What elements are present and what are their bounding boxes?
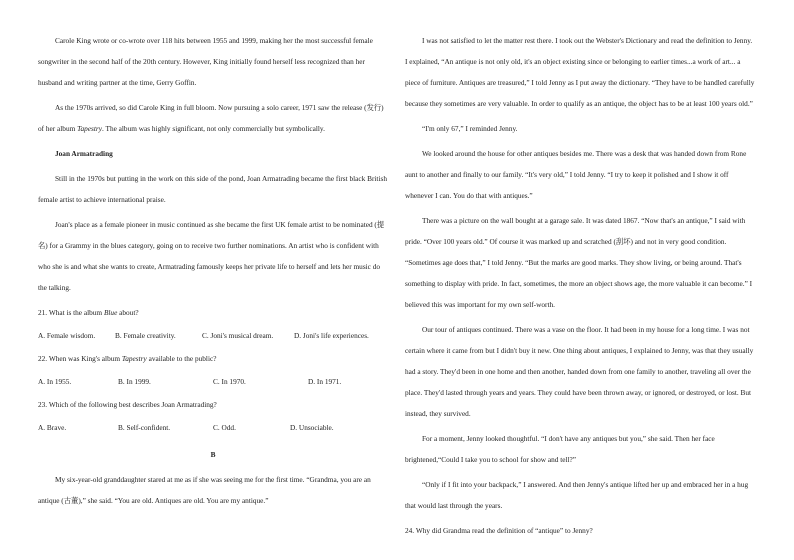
question: 23. Which of the following best describes Joan Armatrading? — [38, 400, 217, 409]
option-d[interactable]: D. Unsociable. — [290, 423, 334, 432]
option-a[interactable]: A. Female wisdom. — [38, 331, 96, 340]
option-a[interactable]: A. Brave. — [38, 423, 67, 432]
option-b[interactable]: B. Self-confident. — [118, 423, 171, 432]
paragraph: Joan's place as a female pioneer in music continued as she became the first UK female artist to be nominated (提名) for a Grammy in the blues category, going on to receive two further nominations. An artist who is confident with who she is and what she wants to create, Armatrading famously keeps her private life to herself and lets her music do the talking. — [38, 220, 385, 292]
question: 24. Why did Grandma read the definition of “antique” to Jenny? — [405, 526, 593, 535]
paragraph: We looked around the house for other antiques besides me. There was a desk that was handed down from Rone aunt to another and finally to our family. “It's very old,” I told Jenny. “I try to keep it polished and I show it off whenever I can. You do that with antiques.” — [405, 149, 747, 200]
answer-options — [38, 417, 388, 438]
paragraph: “Only if I fit into your backpack,” I answered. And then Jenny's antique lifted her up and embraced her in a hug that would last through the years. — [405, 480, 749, 510]
right-column — [405, 30, 755, 541]
paragraph: I was not satisfied to let the matter rest there. I took out the Webster's Dictionary and read the definition to Jenny. I explained, “An antique is not only old, it's an object existing since or belonging to earlier times...a work of art... a piece of furniture. Antiques are treasured,” I told Jenny as I put away the dictionary. “They have to be handled carefully because they sometimes are very valuable. In order to qualify as an antique, the object has to be at least 100 years old.” — [405, 36, 755, 108]
paragraph: My six-year-old granddaughter stared at me as if she was seeing me for the first time. “Grandma, you are an antique (古董),” she said. “You are old. Antiques are old. You are my antique.” — [38, 475, 371, 505]
section-heading: Joan Armatrading — [55, 149, 113, 158]
option-d[interactable]: D. In 1971. — [308, 377, 342, 386]
paragraph: Our tour of antiques continued. There was a vase on the floor. It had been in my house for a long time. I was not certain where it came from but I didn't buy it new. One thing about antiques, I explained to Jenny, was that they usually had a story. They'd been in one home and then another, handed down from one family to another, traveling all over the place. They'd lasted through years and years. They could have been thrown away, or ignored, or destroyed, or lost. But instead, they survived. — [405, 325, 754, 418]
answer-options — [38, 371, 388, 392]
option-a[interactable]: A. In 1955. — [38, 377, 72, 386]
paragraph: As the 1970s arrived, so did Carole King in full bloom. Now pursuing a solo career, 1971 saw the release (发行) of her album Tapestry. The album was highly significant, not only commercially but symbolically. — [38, 103, 384, 133]
answer-options — [38, 325, 388, 346]
option-b[interactable]: B. Female creativity. — [115, 331, 176, 340]
option-d[interactable]: D. Joni's life experiences. — [294, 331, 369, 340]
option-c[interactable]: C. In 1970. — [213, 377, 246, 386]
section-label: B — [210, 450, 216, 459]
option-c[interactable]: C. Joni's musical dream. — [202, 331, 274, 340]
option-c[interactable]: C. Odd. — [213, 423, 236, 432]
paragraph: Carole King wrote or co-wrote over 118 hits between 1955 and 1999, making her the most successful female songwriter in the second half of the 20th century. However, King initially found herself less recognized than her husband and writing partner at the time, Gerry Goffin. — [38, 36, 373, 87]
option-b[interactable]: B. In 1999. — [118, 377, 151, 386]
question: 21. What is the album Blue about? — [38, 308, 139, 317]
question: 22. When was King's album Tapestry available to the public? — [38, 354, 217, 363]
paragraph: Still in the 1970s but putting in the work on this side of the pond, Joan Armatrading became the first black British female artist to achieve international praise. — [38, 174, 387, 204]
paragraph: For a moment, Jenny looked thoughtful. “I don't have any antiques but you,” she said. Then her face brightened,“Could I take you to school for show and tell?” — [405, 434, 715, 464]
paragraph: “I'm only 67,” I reminded Jenny. — [422, 124, 518, 133]
left-column — [38, 30, 388, 511]
paragraph: There was a picture on the wall bought at a garage sale. It was dated 1867. “Now that's an antique,” I said with pride. “Over 100 years old.” Of course it was marked up and scratched (刮坏) and not in very good condition. “Sometimes age does that,” I told Jenny. “But the marks are good marks. They show living, or being around. That's something to display with pride. In fact, sometimes, the more an object shows age, the more valuable it can become.” I believed this was important for my own self-worth. — [405, 216, 753, 309]
